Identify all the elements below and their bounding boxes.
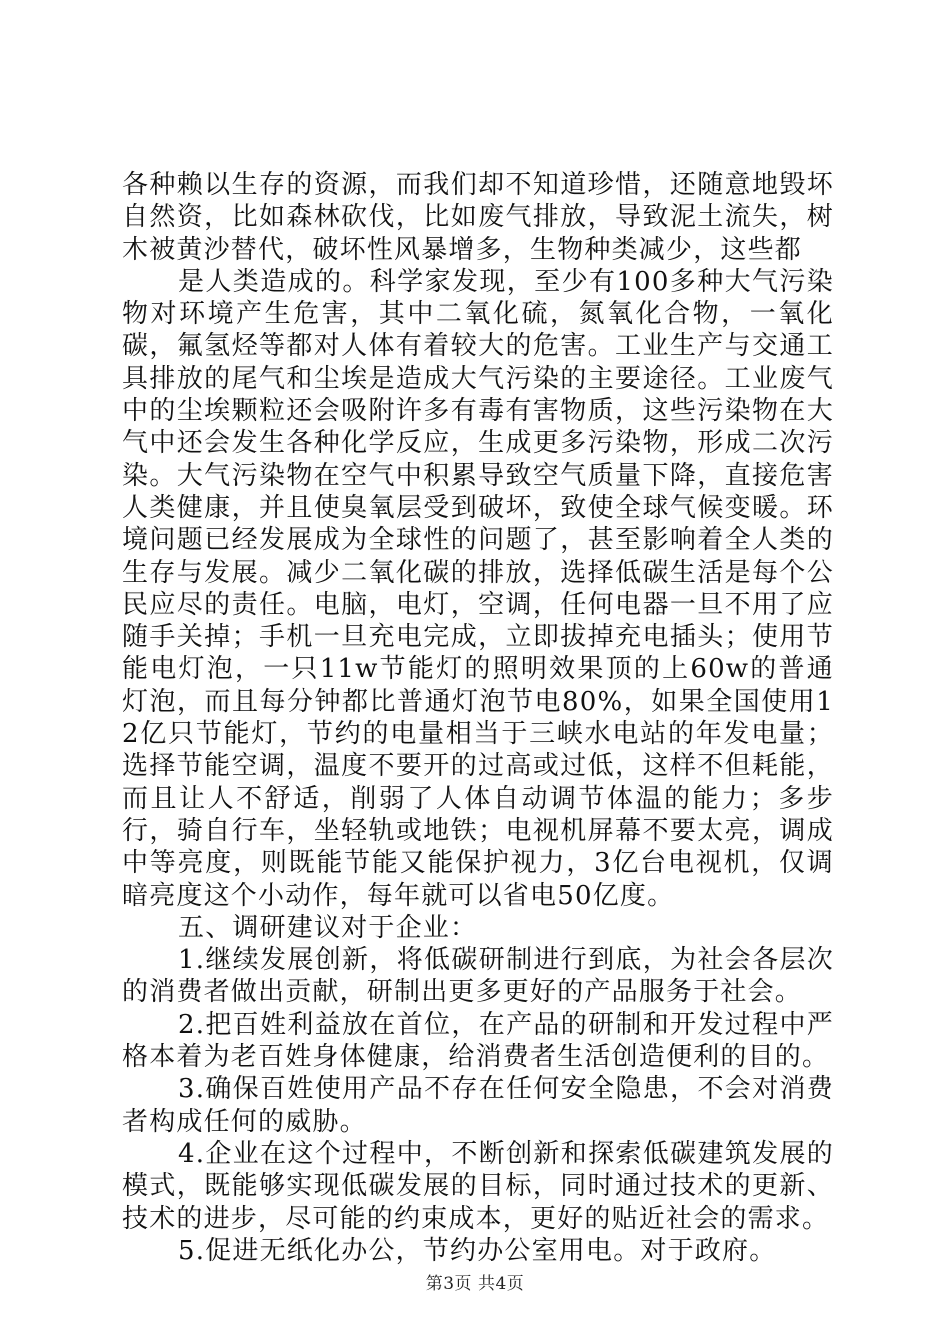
- section-heading-recommendations: 五、调研建议对于企业：: [178, 912, 478, 943]
- paragraph-air-pollution: 是人类造成的。科学家发现，至少有100多种大气污染物对环境产生危害，其中二氧化硫，氮氧化合物，一氧化碳，氟氢烃等都对人体有着较大的危害。工业生产与交通工具排放的尾气和尘埃是造成大气污染的主要途径。工业废气中的尘埃颗粒还会吸附许多有毒有害物质，这些污染物在大气中还会发生各种化学反应，生成更多污染物，形成二次污染。大气污染物在空气中积累导致空气质量下降，直接危害人类健康，并且使臭氧层受到破坏，致使全球气候变暖。环境问题已经发展成为全球性的问题了，甚至影响着全人类的生存与发展。减少二氧化碳的排放，选择低碳生活是每个公民应尽的责任。电脑，电灯，空调，任何电器一旦不用了应随手关掉；手机一旦充电完成，立即拔掉充电插头；使用节能电灯泡，一只11w节能灯的照明效果顶的上60w的普通灯泡，而且每分钟都比普通灯泡节电80%，如果全国使用12亿只节能灯，节约的电量相当于三峡水电站的年发电量；选择节能空调，温度不要开的过高或过低，这样不但耗能，而且让人不舒适，削弱了人体自动调节体温的能力；多步行，骑自行车，坐轻轨或地铁；电视机屏幕不要太亮，调成中等亮度，则既能节能又能保护视力，3亿台电视机，仅调暗亮度这个小动作，每年就可以省电50亿度。: [122, 266, 834, 911]
- page-footer: 第3页 共4页: [425, 1274, 525, 1294]
- list-item-1: 1.继续发展创新，将低碳研制进行到底，为社会各层次的消费者做出贡献，研制出更多更好的产品服务于社会。: [122, 945, 834, 1008]
- document-body: [122, 169, 834, 1267]
- paragraph-continuation: 各种赖以生存的资源，而我们却不知道珍惜，还随意地毁坏自然资，比如森林砍伐，比如废气排放，导致泥土流失，树木被黄沙替代，破坏性风暴增多，生物种类减少，这些都: [122, 170, 834, 265]
- list-item-5: 5.促进无纸化办公，节约办公室用电。对于政府。: [178, 1235, 777, 1266]
- list-item-2: 2.把百姓利益放在首位，在产品的研制和开发过程中严格本着为老百姓身体健康，给消费者生活创造便利的目的。: [122, 1009, 834, 1073]
- list-item-3: 3.确保百姓使用产品不存在任何安全隐患，不会对消费者构成任何的威胁。: [122, 1074, 834, 1137]
- list-item-4: 4.企业在这个过程中，不断创新和探索低碳建筑发展的模式，既能够实现低碳发展的目标，同时通过技术的更新、技术的进步，尽可能的约束成本，更好的贴近社会的需求。: [122, 1138, 834, 1234]
